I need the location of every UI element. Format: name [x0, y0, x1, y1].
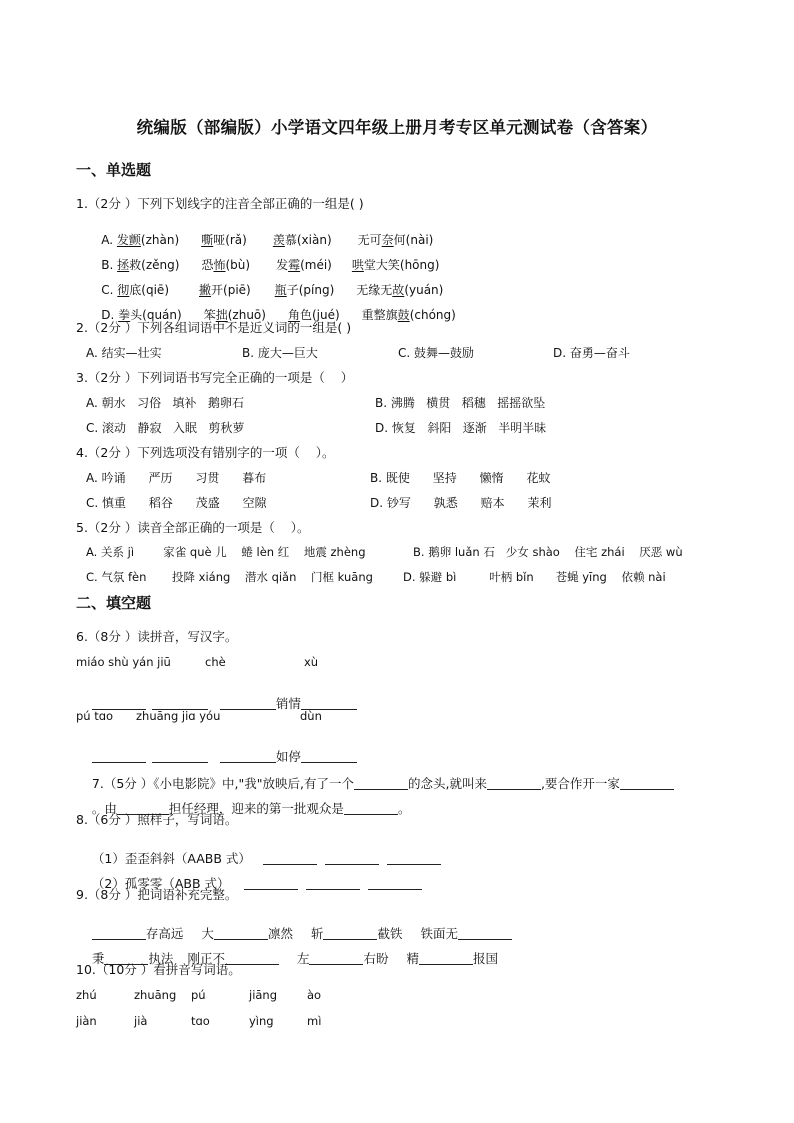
q6-pinyin-3: xù	[304, 655, 319, 669]
q2-option-b: B. 庞大—巨大	[242, 346, 318, 360]
q5-option-b: B. 鹅卵 luǎn 石 少女 shào 住宅 zhái 厌恶 wù	[413, 545, 683, 559]
q10-pinyin-2: zhuāng	[134, 988, 177, 1002]
q2-option-c: C. 鼓舞—鼓励	[398, 346, 475, 360]
q6-answer-row-1: 销情	[76, 684, 357, 723]
q5-option-c: C. 气氛 fèn 投降 xiáng 潜水 qiǎn 门框 kuāng	[86, 570, 373, 584]
q2-option-a: A. 结实—壮实	[86, 346, 162, 360]
q3-option-b: B. 沸腾 横贯 稻穗 摇摇欲坠	[375, 396, 546, 410]
q3-option-a: A. 朝水 习俗 填补 鹅卵石	[86, 396, 244, 410]
q5-option-d: D. 躲避 bì 叶柄 bǐn 苍蝇 yīng 依赖 nài	[403, 570, 666, 584]
q3-option-d: D. 恢复 斜阳 逐渐 半明半昧	[375, 421, 547, 435]
question-10-stem: 10.（10分 ）看拼音写词语。	[76, 962, 241, 977]
q10-pinyin-3: pú	[191, 988, 206, 1002]
q10-pinyin-5: ào	[307, 988, 322, 1002]
q8-row-2: （2）孤零零（ABB 式）	[76, 864, 422, 903]
q1-option-d: D. 拳头(quán) 笨拙(zhuō) 角色(jué) 重整旗鼓(chóng)	[101, 308, 456, 322]
page-title: 统编版（部编版）小学语文四年级上册月考专区单元测试卷（含答案）	[136, 118, 658, 137]
q9-row-1: 存高远 大 凛然 斩 截铁 铁面无	[76, 914, 512, 953]
q8-row-1: （1）歪歪斜斜（AABB 式）	[76, 839, 441, 878]
section-heading-single-choice: 一、单选题	[76, 161, 152, 179]
question-4-stem: 4.（2分 ）下列选项没有错别字的一项（ ）。	[76, 445, 335, 460]
q9-row-2: 秉 执法 刚正不 左 右盼 精 报国	[91, 950, 499, 966]
question-5-stem: 5.（2分 ）读音全部正确的一项是（ ）。	[76, 520, 310, 535]
q5-option-a: A. 关系 jì 家雀 què 儿 蜷 lèn 红 地震 zhèng	[86, 545, 366, 559]
q10-pinyin-1: zhú	[76, 988, 97, 1002]
question-3-stem: 3.（2分 ）下列词语书写完全正确的一项是（ ）	[76, 370, 354, 385]
question-8-stem: 8.（6分 ）照样子，写词语。	[76, 812, 238, 827]
q10-pinyin-7: jià	[134, 1014, 148, 1028]
q10-pinyin-6: jiàn	[76, 1014, 97, 1028]
question-6-stem: 6.（8分 ）读拼音，写汉字。	[76, 629, 238, 644]
q6-answer-row-2: 如停	[76, 737, 357, 776]
q10-pinyin-8: tɑo	[191, 1014, 210, 1028]
q6-pinyin-4: pú tɑo	[76, 709, 114, 723]
question-7-line-2: 。由 担任经理，迎来的第一批观众是 。	[91, 800, 411, 816]
question-1-stem: 1.（2分 ）下列下划线字的注音全部正确的一组是( )	[76, 196, 364, 211]
q6-pinyin-6: dùn	[300, 709, 322, 723]
q6-pinyin-1: miáo shù yán jiū	[76, 655, 171, 669]
q10-pinyin-10: mì	[307, 1014, 322, 1028]
q4-option-c: C. 慎重 稻谷 茂盛 空隙	[86, 496, 267, 510]
section-heading-fill-blank: 二、填空题	[76, 594, 152, 612]
q4-option-d: D. 钞写 孰悉 赔本 茉利	[370, 496, 552, 510]
q4-option-b: B. 既使 坚持 懒惰 花蚊	[370, 471, 551, 485]
q1-option-b: B. 拯救(zěng) 恐怖(bù) 发霉(méi) 哄堂大笑(hōng)	[101, 258, 440, 272]
q2-option-d: D. 奋勇—奋斗	[553, 346, 630, 360]
q3-option-c: C. 滚动 静寂 入眠 剪秋萝	[86, 421, 245, 435]
q1-option-a: A. 发颤(zhàn) 嘶哑(rǎ) 羡慕(xiàn) 无可奈何(nài)	[101, 233, 434, 247]
q4-option-a: A. 吟诵 严历 习贯 暮布	[86, 471, 267, 485]
q10-pinyin-9: yìng	[249, 1014, 274, 1028]
q1-option-c: C. 彻底(qiē) 撇开(piē) 瓶子(píng) 无缘无故(yuán)	[101, 283, 444, 297]
question-7-line-1: 7.（5分 ）《小电影院》中,"我"放映后,有了一个 的念头,就叫来 ,要合作开一家	[76, 764, 674, 803]
question-9-stem: 9.（8分 ）把词语补充完整。	[76, 887, 238, 902]
question-2-stem: 2.（2分 ）下列各组词语中不是近义词的一组是( )	[76, 320, 352, 335]
q6-pinyin-2: chè	[205, 655, 226, 669]
q10-pinyin-4: jiāng	[249, 988, 278, 1002]
q6-pinyin-5: zhuāng jiɑ yóu	[136, 709, 221, 723]
